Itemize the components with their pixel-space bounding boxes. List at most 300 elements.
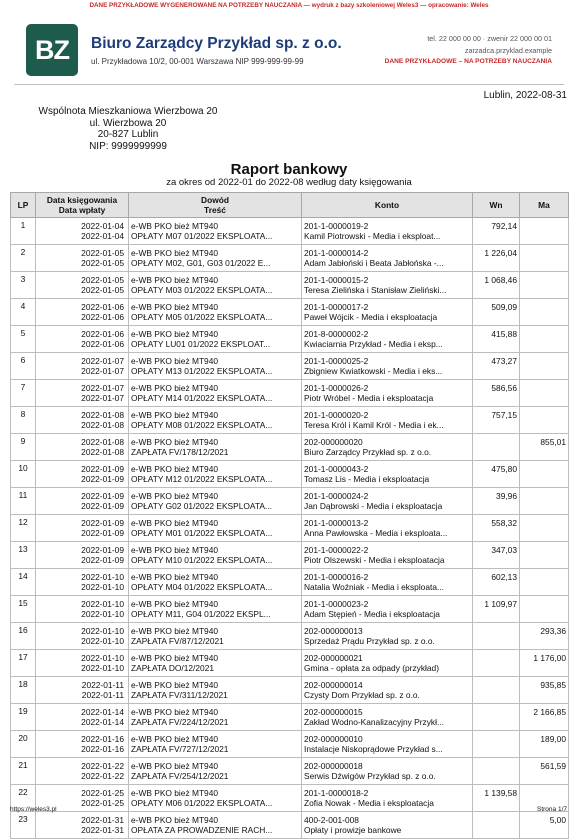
row-wn-amount bbox=[473, 434, 520, 461]
payment-date: 2022-01-07 bbox=[81, 393, 124, 403]
row-account bbox=[302, 704, 473, 731]
row-dates bbox=[36, 731, 129, 758]
account-number: 202-000000014 bbox=[304, 680, 363, 690]
booking-date: 2022-01-14 bbox=[81, 707, 124, 717]
payment-date: 2022-01-08 bbox=[81, 420, 124, 430]
row-wn-amount: 586,56 bbox=[473, 380, 520, 407]
document-source: e-WB PKO bież MT940 bbox=[131, 356, 219, 366]
row-wn-amount bbox=[473, 812, 520, 839]
document-content: OPŁATY M07 01/2022 EKSPLOATA... bbox=[131, 231, 273, 241]
account-number: 202-000000018 bbox=[304, 761, 363, 771]
row-wn-amount bbox=[473, 623, 520, 650]
row-dates bbox=[36, 542, 129, 569]
table-row bbox=[11, 407, 569, 434]
row-dates bbox=[36, 245, 129, 272]
booking-date: 2022-01-08 bbox=[81, 437, 124, 447]
account-name: Zbigniew Kwiatkowski - Media i eks... bbox=[304, 366, 443, 376]
row-account bbox=[302, 596, 473, 623]
payment-date: 2022-01-08 bbox=[81, 447, 124, 457]
row-dates bbox=[36, 812, 129, 839]
account-name: Zakład Wodno-Kanalizacyjny Przykł... bbox=[304, 717, 444, 727]
document-content: ZAPŁATA FV/727/12/2021 bbox=[131, 744, 229, 754]
account-number: 202-000000015 bbox=[304, 707, 363, 717]
document-content: OPŁATY M08 01/2022 EKSPLOATA... bbox=[131, 420, 273, 430]
row-account bbox=[302, 353, 473, 380]
table-row bbox=[11, 704, 569, 731]
account-number: 201-1-0000026-2 bbox=[304, 383, 369, 393]
account-number: 201-1-0000022-2 bbox=[304, 545, 369, 555]
row-account bbox=[302, 299, 473, 326]
account-number: 201-1-0000043-2 bbox=[304, 464, 369, 474]
account-number: 201-1-0000025-2 bbox=[304, 356, 369, 366]
table-row bbox=[11, 353, 569, 380]
row-account bbox=[302, 272, 473, 299]
document-content: OPŁATY M12 01/2022 EKSPLOATA... bbox=[131, 474, 273, 484]
row-lp: 12 bbox=[11, 515, 36, 542]
payment-date: 2022-01-10 bbox=[81, 582, 124, 592]
account-name: Piotr Olszewski - Media i eksploatacja bbox=[304, 555, 445, 565]
row-wn-amount: 792,14 bbox=[473, 218, 520, 245]
table-row bbox=[11, 299, 569, 326]
col-document-label: Dowód bbox=[201, 195, 229, 205]
row-account bbox=[302, 758, 473, 785]
row-document bbox=[129, 731, 302, 758]
row-dates bbox=[36, 353, 129, 380]
col-booking-date: Data księgowania bbox=[46, 195, 118, 205]
account-number: 201-8-0000002-2 bbox=[304, 329, 369, 339]
document-content: OPŁATY LU01 01/2022 EKSPLOAT... bbox=[131, 339, 271, 349]
row-account bbox=[302, 515, 473, 542]
row-lp: 15 bbox=[11, 596, 36, 623]
col-wn: Wn bbox=[473, 193, 520, 218]
row-lp: 22 bbox=[11, 785, 36, 812]
bank-report-table bbox=[10, 192, 569, 839]
row-document bbox=[129, 596, 302, 623]
row-lp: 23 bbox=[11, 812, 36, 839]
row-lp: 1 bbox=[11, 218, 36, 245]
document-content: OPŁATY G02 01/2022 EKSPLOATA... bbox=[131, 501, 272, 511]
row-document bbox=[129, 569, 302, 596]
account-number: 201-1-0000014-2 bbox=[304, 248, 369, 258]
table-row bbox=[11, 272, 569, 299]
document-content: ZAPŁATA FV/254/12/2021 bbox=[131, 771, 229, 781]
row-account bbox=[302, 623, 473, 650]
payment-date: 2022-01-25 bbox=[81, 798, 124, 808]
row-account bbox=[302, 326, 473, 353]
row-document bbox=[129, 299, 302, 326]
booking-date: 2022-01-09 bbox=[81, 518, 124, 528]
account-name: Instalacje Niskoprądowe Przykład s... bbox=[304, 744, 443, 754]
row-ma-amount: 935,85 bbox=[520, 677, 569, 704]
table-row bbox=[11, 812, 569, 839]
booking-date: 2022-01-31 bbox=[81, 815, 124, 825]
booking-date: 2022-01-08 bbox=[81, 410, 124, 420]
document-content: OPŁATY M11, G04 01/2022 EKSPL... bbox=[131, 609, 271, 619]
row-dates bbox=[36, 515, 129, 542]
account-name: Biuro Zarządcy Przykład sp. z o.o. bbox=[304, 447, 432, 457]
contact-phone: tel. 22 000 00 00 · zwenir 22 000 00 01 bbox=[427, 34, 552, 43]
document-content: OPŁATY M01 01/2022 EKSPLOATA... bbox=[131, 528, 273, 538]
row-document bbox=[129, 461, 302, 488]
table-row bbox=[11, 326, 569, 353]
booking-date: 2022-01-10 bbox=[81, 626, 124, 636]
row-lp: 19 bbox=[11, 704, 36, 731]
recipient-name: Wspólnota Mieszkaniowa Wierzbowa 20 bbox=[38, 106, 218, 117]
booking-date: 2022-01-25 bbox=[81, 788, 124, 798]
row-ma-amount bbox=[520, 218, 569, 245]
row-wn-amount bbox=[473, 704, 520, 731]
row-lp: 7 bbox=[11, 380, 36, 407]
document-content: OPŁATY M03 01/2022 EKSPLOATA... bbox=[131, 285, 273, 295]
payment-date: 2022-01-09 bbox=[81, 501, 124, 511]
document-content: ZAPŁATA DO/12/2021 bbox=[131, 663, 215, 673]
account-name: Czysty Dom Przykład sp. z o.o. bbox=[304, 690, 420, 700]
row-document bbox=[129, 434, 302, 461]
account-name: Natalia Woźniak - Media i eksploata... bbox=[304, 582, 444, 592]
account-name: Adam Jabłoński i Beata Jabłońska -... bbox=[304, 258, 444, 268]
row-dates bbox=[36, 407, 129, 434]
row-document bbox=[129, 650, 302, 677]
row-wn-amount: 415,88 bbox=[473, 326, 520, 353]
account-name: Opłaty i prowizje bankowe bbox=[304, 825, 402, 835]
booking-date: 2022-01-10 bbox=[81, 572, 124, 582]
document-source: e-WB PKO bież MT940 bbox=[131, 491, 219, 501]
row-wn-amount bbox=[473, 731, 520, 758]
company-name: Biuro Zarządcy Przykład sp. z o.o. bbox=[91, 35, 342, 52]
row-dates bbox=[36, 569, 129, 596]
row-document bbox=[129, 677, 302, 704]
row-document bbox=[129, 812, 302, 839]
sample-data-notice: DANE PRZYKŁADOWE – NA POTRZEBY NAUCZANIA bbox=[384, 58, 552, 65]
account-number: 201-1-0000019-2 bbox=[304, 221, 369, 231]
table-header-row bbox=[11, 193, 569, 218]
document-content: OPŁATY M05 01/2022 EKSPLOATA... bbox=[131, 312, 273, 322]
footer-page-number: Strona 1/7 bbox=[537, 806, 567, 813]
document-source: e-WB PKO bież MT940 bbox=[131, 410, 219, 420]
account-number: 201-1-0000015-2 bbox=[304, 275, 369, 285]
row-wn-amount: 1 139,58 bbox=[473, 785, 520, 812]
payment-date: 2022-01-31 bbox=[81, 825, 124, 835]
document-content: ZAPŁATA FV/311/12/2021 bbox=[131, 690, 228, 700]
account-number: 201-1-0000018-2 bbox=[304, 788, 369, 798]
booking-date: 2022-01-09 bbox=[81, 464, 124, 474]
row-document bbox=[129, 272, 302, 299]
account-name: Serwis Dźwigów Przykład sp. z o.o. bbox=[304, 771, 436, 781]
row-ma-amount bbox=[520, 407, 569, 434]
row-ma-amount bbox=[520, 461, 569, 488]
account-name: Sprzedaż Prądu Przykład sp. z o.o. bbox=[304, 636, 435, 646]
row-ma-amount: 5,00 bbox=[520, 812, 569, 839]
row-account bbox=[302, 650, 473, 677]
payment-date: 2022-01-09 bbox=[81, 528, 124, 538]
document-content: OPŁATY M04 01/2022 EKSPLOATA... bbox=[131, 582, 273, 592]
document-source: e-WB PKO bież MT940 bbox=[131, 815, 219, 825]
row-document bbox=[129, 245, 302, 272]
row-dates bbox=[36, 488, 129, 515]
booking-date: 2022-01-06 bbox=[81, 302, 124, 312]
row-lp: 3 bbox=[11, 272, 36, 299]
row-document bbox=[129, 218, 302, 245]
table-row bbox=[11, 542, 569, 569]
row-dates bbox=[36, 650, 129, 677]
row-wn-amount bbox=[473, 758, 520, 785]
row-account bbox=[302, 731, 473, 758]
document-source: e-WB PKO bież MT940 bbox=[131, 275, 219, 285]
booking-date: 2022-01-09 bbox=[81, 491, 124, 501]
recipient-block bbox=[38, 106, 218, 152]
payment-date: 2022-01-11 bbox=[81, 690, 124, 700]
document-source: e-WB PKO bież MT940 bbox=[131, 545, 219, 555]
payment-date: 2022-01-07 bbox=[81, 366, 124, 376]
row-dates bbox=[36, 704, 129, 731]
training-data-banner: DANE PRZYKŁADOWE WYGENEROWANE NA POTRZEBY NAUCZANIA — wydruk z bazy szkoleniowej Weles3 — opracowanie: Weles bbox=[89, 2, 489, 9]
account-name: Zofia Nowak - Media i eksploatacja bbox=[304, 798, 434, 808]
account-name: Anna Pawłowska - Media i eksploata... bbox=[304, 528, 448, 538]
payment-date: 2022-01-10 bbox=[81, 663, 124, 673]
document-content: ZAPŁATA FV/178/12/2021 bbox=[131, 447, 229, 457]
row-dates bbox=[36, 677, 129, 704]
row-ma-amount bbox=[520, 326, 569, 353]
row-dates bbox=[36, 299, 129, 326]
row-account bbox=[302, 218, 473, 245]
row-lp: 16 bbox=[11, 623, 36, 650]
account-number: 202-000000010 bbox=[304, 734, 363, 744]
row-document bbox=[129, 623, 302, 650]
row-account bbox=[302, 380, 473, 407]
row-lp: 17 bbox=[11, 650, 36, 677]
row-account bbox=[302, 542, 473, 569]
account-name: Gmina - opłata za odpady (przykład) bbox=[304, 663, 439, 673]
account-number: 202-000000021 bbox=[304, 653, 363, 663]
row-dates bbox=[36, 461, 129, 488]
row-dates bbox=[36, 326, 129, 353]
row-lp: 21 bbox=[11, 758, 36, 785]
account-number: 201-1-0000016-2 bbox=[304, 572, 369, 582]
row-wn-amount bbox=[473, 650, 520, 677]
row-ma-amount bbox=[520, 515, 569, 542]
row-account bbox=[302, 812, 473, 839]
table-row bbox=[11, 380, 569, 407]
document-content: OPŁATY M06 01/2022 EKSPLOATA... bbox=[131, 798, 273, 808]
booking-date: 2022-01-06 bbox=[81, 329, 124, 339]
row-wn-amount: 757,15 bbox=[473, 407, 520, 434]
row-wn-amount: 347,03 bbox=[473, 542, 520, 569]
table-row bbox=[11, 785, 569, 812]
recipient-city: 20-827 Lublin bbox=[97, 129, 159, 140]
payment-date: 2022-01-14 bbox=[81, 717, 124, 727]
row-dates bbox=[36, 218, 129, 245]
document-source: e-WB PKO bież MT940 bbox=[131, 437, 219, 447]
document-source: e-WB PKO bież MT940 bbox=[131, 680, 219, 690]
payment-date: 2022-01-10 bbox=[81, 609, 124, 619]
table-row bbox=[11, 677, 569, 704]
table-row bbox=[11, 461, 569, 488]
table-row bbox=[11, 488, 569, 515]
row-document bbox=[129, 326, 302, 353]
document-source: e-WB PKO bież MT940 bbox=[131, 761, 219, 771]
row-ma-amount: 561,59 bbox=[520, 758, 569, 785]
table-row bbox=[11, 569, 569, 596]
account-name: Piotr Wróbel - Media i eksploatacja bbox=[304, 393, 434, 403]
row-wn-amount: 602,13 bbox=[473, 569, 520, 596]
col-document bbox=[129, 193, 302, 218]
footer-url: https://weles3.pl bbox=[10, 806, 57, 813]
row-ma-amount bbox=[520, 245, 569, 272]
row-dates bbox=[36, 380, 129, 407]
booking-date: 2022-01-10 bbox=[81, 599, 124, 609]
booking-date: 2022-01-09 bbox=[81, 545, 124, 555]
booking-date: 2022-01-04 bbox=[81, 221, 124, 231]
row-lp: 5 bbox=[11, 326, 36, 353]
account-name: Jan Dąbrowski - Media i eksploatacja bbox=[304, 501, 443, 511]
recipient-street: ul. Wierzbowa 20 bbox=[89, 117, 167, 129]
payment-date: 2022-01-16 bbox=[81, 744, 124, 754]
document-source: e-WB PKO bież MT940 bbox=[131, 329, 219, 339]
row-dates bbox=[36, 623, 129, 650]
row-account bbox=[302, 785, 473, 812]
row-wn-amount: 509,09 bbox=[473, 299, 520, 326]
row-account bbox=[302, 407, 473, 434]
account-name: Tomasz Lis - Media i eksploatacja bbox=[304, 474, 430, 484]
contact-web: zarzadca.przyklad.example bbox=[464, 45, 552, 55]
booking-date: 2022-01-07 bbox=[81, 383, 124, 393]
row-account bbox=[302, 677, 473, 704]
payment-date: 2022-01-05 bbox=[81, 285, 124, 295]
account-number: 201-1-0000017-2 bbox=[304, 302, 369, 312]
row-ma-amount bbox=[520, 569, 569, 596]
booking-date: 2022-01-11 bbox=[81, 680, 124, 690]
row-document bbox=[129, 758, 302, 785]
row-lp: 2 bbox=[11, 245, 36, 272]
document-source: e-WB PKO bież MT940 bbox=[131, 221, 219, 231]
row-wn-amount bbox=[473, 677, 520, 704]
table-row bbox=[11, 218, 569, 245]
row-ma-amount bbox=[520, 299, 569, 326]
row-ma-amount: 1 176,00 bbox=[520, 650, 569, 677]
row-account bbox=[302, 569, 473, 596]
row-document bbox=[129, 704, 302, 731]
account-number: 202-000000013 bbox=[304, 626, 363, 636]
row-ma-amount bbox=[520, 488, 569, 515]
row-ma-amount: 2 166,85 bbox=[520, 704, 569, 731]
row-document bbox=[129, 488, 302, 515]
col-content-label: Treść bbox=[204, 205, 226, 215]
table-row bbox=[11, 596, 569, 623]
account-name: Adam Stępień - Media i eksploatacja bbox=[304, 609, 440, 619]
account-name: Paweł Wójcik - Media i eksploatacja bbox=[304, 312, 438, 322]
document-source: e-WB PKO bież MT940 bbox=[131, 788, 219, 798]
row-document bbox=[129, 380, 302, 407]
payment-date: 2022-01-09 bbox=[81, 555, 124, 565]
report-subtitle: za okres od 2022-01 do 2022-08 według daty księgowania bbox=[166, 177, 412, 188]
table-row bbox=[11, 515, 569, 542]
row-lp: 6 bbox=[11, 353, 36, 380]
document-source: e-WB PKO bież MT940 bbox=[131, 383, 219, 393]
row-lp: 20 bbox=[11, 731, 36, 758]
row-lp: 11 bbox=[11, 488, 36, 515]
row-ma-amount bbox=[520, 380, 569, 407]
row-ma-amount: 855,01 bbox=[520, 434, 569, 461]
document-content: ZAPŁATA FV/87/12/2021 bbox=[131, 636, 224, 646]
row-ma-amount bbox=[520, 542, 569, 569]
row-lp: 10 bbox=[11, 461, 36, 488]
table-row bbox=[11, 434, 569, 461]
row-wn-amount: 1 109,97 bbox=[473, 596, 520, 623]
row-document bbox=[129, 515, 302, 542]
row-dates bbox=[36, 758, 129, 785]
account-name: Teresa Zielińska i Stanisław Zieliński... bbox=[304, 285, 447, 295]
row-account bbox=[302, 434, 473, 461]
row-dates bbox=[36, 596, 129, 623]
header-divider bbox=[14, 84, 564, 85]
account-number: 201-1-0000024-2 bbox=[304, 491, 369, 501]
payment-date: 2022-01-09 bbox=[81, 474, 124, 484]
row-ma-amount bbox=[520, 596, 569, 623]
row-wn-amount: 475,80 bbox=[473, 461, 520, 488]
row-account bbox=[302, 461, 473, 488]
payment-date: 2022-01-06 bbox=[81, 312, 124, 322]
col-payment-date: Data wpłaty bbox=[58, 205, 106, 215]
recipient-nip: NIP: 9999999999 bbox=[89, 140, 167, 152]
payment-date: 2022-01-10 bbox=[81, 636, 124, 646]
row-wn-amount: 1 226,04 bbox=[473, 245, 520, 272]
table-row bbox=[11, 623, 569, 650]
row-wn-amount: 473,27 bbox=[473, 353, 520, 380]
booking-date: 2022-01-10 bbox=[81, 653, 124, 663]
booking-date: 2022-01-05 bbox=[81, 275, 124, 285]
col-dates bbox=[36, 193, 129, 218]
row-ma-amount: 189,00 bbox=[520, 731, 569, 758]
report-title: Raport bankowy bbox=[230, 161, 348, 178]
company-address: ul. Przykładowa 10/2, 00-001 Warszawa NIP 999-999-99-99 bbox=[91, 57, 304, 66]
document-content: OPŁATY M13 01/2022 EKSPLOATA... bbox=[131, 366, 273, 376]
payment-date: 2022-01-06 bbox=[81, 339, 124, 349]
document-source: e-WB PKO bież MT940 bbox=[131, 518, 219, 528]
document-source: e-WB PKO bież MT940 bbox=[131, 626, 219, 636]
table-row bbox=[11, 758, 569, 785]
row-lp: 13 bbox=[11, 542, 36, 569]
company-logo: BZ bbox=[26, 24, 78, 76]
table-body bbox=[11, 218, 569, 839]
row-wn-amount: 1 068,46 bbox=[473, 272, 520, 299]
document-content: OPŁATY M10 01/2022 EKSPLOATA... bbox=[131, 555, 273, 565]
place-date: Lublin, 2022-08-31 bbox=[483, 90, 567, 101]
document-source: e-WB PKO bież MT940 bbox=[131, 302, 219, 312]
row-wn-amount: 39,96 bbox=[473, 488, 520, 515]
document-source: e-WB PKO bież MT940 bbox=[131, 248, 219, 258]
table-row bbox=[11, 650, 569, 677]
booking-date: 2022-01-16 bbox=[81, 734, 124, 744]
row-lp: 14 bbox=[11, 569, 36, 596]
row-document bbox=[129, 785, 302, 812]
booking-date: 2022-01-07 bbox=[81, 356, 124, 366]
col-ma: Ma bbox=[520, 193, 569, 218]
row-dates bbox=[36, 434, 129, 461]
row-dates bbox=[36, 272, 129, 299]
row-account bbox=[302, 245, 473, 272]
document-source: e-WB PKO bież MT940 bbox=[131, 599, 219, 609]
row-document bbox=[129, 353, 302, 380]
row-lp: 8 bbox=[11, 407, 36, 434]
account-number: 201-1-0000023-2 bbox=[304, 599, 369, 609]
account-number: 202-000000020 bbox=[304, 437, 363, 447]
booking-date: 2022-01-22 bbox=[81, 761, 124, 771]
table-row bbox=[11, 245, 569, 272]
document-source: e-WB PKO bież MT940 bbox=[131, 734, 219, 744]
col-account: Konto bbox=[302, 193, 473, 218]
company-contact bbox=[385, 33, 552, 68]
row-document bbox=[129, 542, 302, 569]
